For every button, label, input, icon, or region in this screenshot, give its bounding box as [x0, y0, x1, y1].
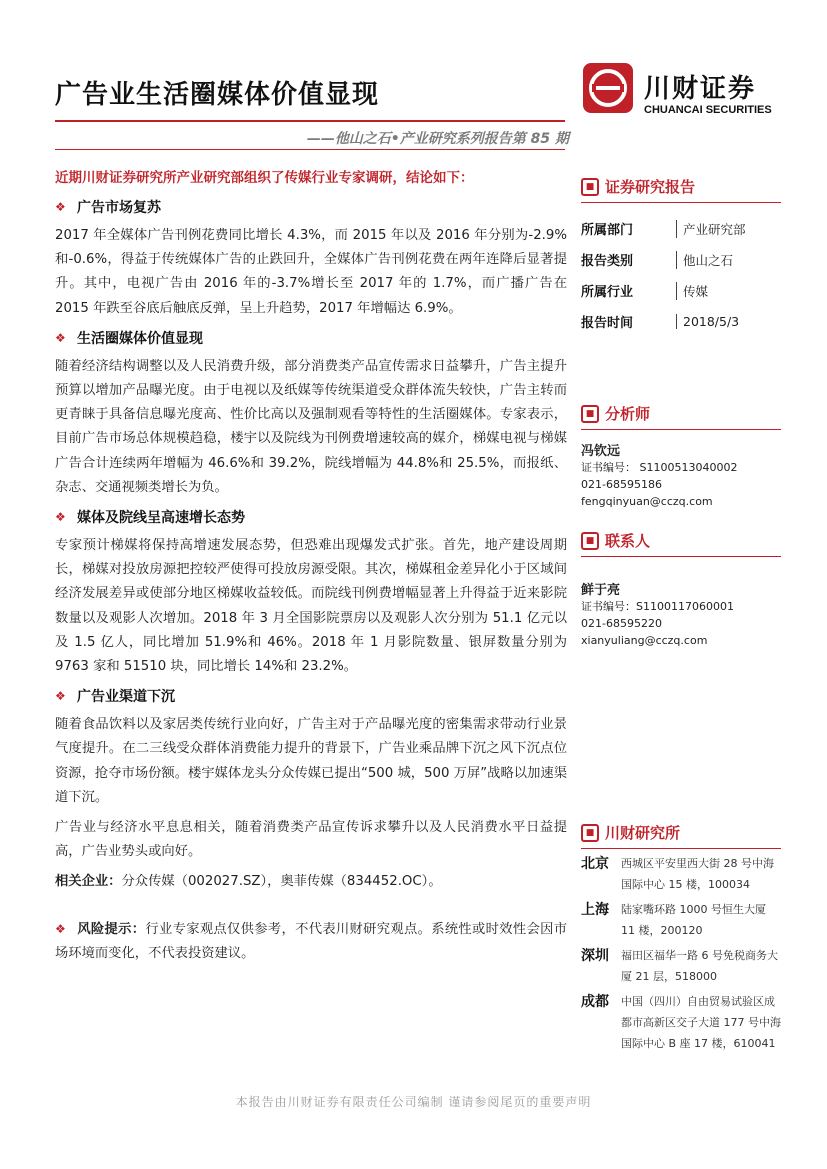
logo-mark-icon [582, 62, 634, 114]
contact-email[interactable]: xianyuliang@cczq.com [581, 634, 708, 647]
section-heading: ❖ 生活圈媒体价值显现 [55, 330, 203, 347]
institute-heading: ■ 川财研究所 [581, 822, 781, 849]
paragraph: 随着食品饮料以及家居类传统行业向好，广告主对于产品曝光度的密集需求带动行业景气度提升。在二三线受众群体消费能力提升的背景下，广告业乘品牌下沉之风下沉点位资源，抢夺市场份额。楼宇媒体龙头分众传媒已提出“500 城，500 万屏”战略以加速渠道下沉。 [55, 717, 567, 805]
page-footer: 本报告由川财证券有限责任公司编制 谨请参阅尾页的重要声明 [235, 1095, 592, 1109]
section-heading: ❖ 广告市场复苏 [55, 200, 161, 216]
title-divider [55, 120, 565, 122]
analyst-heading: ■ 分析师 [581, 403, 781, 430]
logo-text-cn: 川财证券 [644, 74, 757, 104]
report-title: 广告业生活圈媒体价值显现 [55, 80, 380, 110]
analyst-icon: ■ [581, 405, 599, 423]
contact-panel [581, 530, 781, 649]
info-row: 所属行业 传媒 [581, 283, 709, 300]
contact-heading: ■ 联系人 [581, 530, 781, 557]
analyst-name: 冯钦远 [581, 444, 621, 459]
diamond-bullet-icon: ❖ [55, 689, 66, 704]
institute-panel [581, 822, 781, 1058]
diamond-bullet-icon: ❖ [55, 510, 66, 525]
info-row: 所属部门 产业研究部 [581, 221, 746, 238]
diamond-bullet-icon: ❖ [55, 200, 66, 214]
paragraph: 2017 年全媒体广告刊例花费同比增长 4.3%，而 2015 年以及 2016 年分别为-2.9%和-0.6%，得益于传统媒体广告的止跌回升，全媒体广告刊例花费在两年连降后显著提升。其中，电视广告由 2016 年的-3.7%增长至 2017 年的 1.7%，而广播广告在 2015 年跌至谷底后触底反弹，呈上升趋势，2017 年增幅达 6.9%。 [55, 228, 567, 316]
office-shanghai: 上海 陆家嘴环路 1000 号恒生大厦 11 楼，200120 [581, 902, 766, 937]
paragraph: 专家预计梯媒将保持高增速发展态势，但恐难出现爆发式扩张。首先，地产建设周期长，梯媒对投放房源把控较严使得可投放房源受限。其次，梯媒租金差异化小于区域间经济发展差异或使部分地区梯媒收益较低。而院线刊例费增幅显著上升得益于近来影院数量以及观影人次增加。2018 年 3 月全国影院票房以及观影人次分别为 51.1 亿元以及 1.5 亿人，同比增加 51.9%和 46%。2018 年 1 月影院数量、银屏数量分别为 9763 家和 51510 块，同比增长 14%和 23.2%。 [55, 538, 567, 675]
main-body [55, 196, 567, 972]
office-shenzhen: 深圳 福田区福华一路 6 号免税商务大厦 21 层，518000 [581, 948, 778, 983]
related-companies: 相关企业：分众传媒（002027.SZ），奥菲传媒（834452.OC）。 [55, 874, 442, 890]
series-subtitle: ——他山之石•产业研究系列报告第 85 期 [306, 131, 569, 147]
section-heading: ❖ 广告业渠道下沉 [55, 689, 175, 706]
report-info-heading: ■ 证券研究报告 [581, 176, 781, 203]
risk-warning: ❖ 风险提示：行业专家观点仅供参考，不代表川财研究观点。系统性或时效性会因市场环境而变化，不代表投资建议。 [55, 917, 567, 966]
analyst-cert: 证书编号： S1100513040002 [581, 461, 738, 474]
contact-phone: 021-68595220 [581, 617, 662, 630]
logo-text-en: CHUANCAI SECURITIES [644, 104, 772, 116]
office-beijing: 北京 西城区平安里西大街 28 号中海国际中心 15 楼，100034 [581, 856, 774, 891]
info-row: 报告类别 他山之石 [581, 252, 734, 269]
paragraph: 广告业与经济水平息息相关，随着消费类产品宣传诉求攀升以及人民消费水平日益提高，广告业势头或向好。 [55, 820, 567, 860]
analyst-phone: 021-68595186 [581, 478, 662, 491]
info-row: 报告时间 2018/5/3 [581, 314, 740, 331]
analyst-panel [581, 403, 781, 510]
institute-icon: ■ [581, 824, 599, 842]
section-heading: ❖ 媒体及院线呈高速增长态势 [55, 510, 245, 527]
contact-icon: ■ [581, 532, 599, 550]
report-info-panel [581, 176, 781, 337]
contact-cert: 证书编号：S1100117060001 [581, 600, 734, 613]
diamond-bullet-icon: ❖ [55, 330, 66, 345]
diamond-bullet-icon: ❖ [55, 921, 66, 936]
intro-line: 近期川财证券研究所产业研究部组织了传媒行业专家调研，结论如下： [55, 170, 474, 186]
report-icon: ■ [581, 178, 599, 196]
analyst-email[interactable]: fengqinyuan@cczq.com [581, 495, 713, 508]
paragraph: 随着经济结构调整以及人民消费升级，部分消费类产品宣传需求日益攀升，广告主提升预算以增加产品曝光度。由于电视以及纸媒等传统渠道受众群体流失较快，广告主转而更青睐于具备信息曝光度高、性价比高以及强制观看等特性的生活圈媒体。专家表示，目前广告市场总体规模趋稳，楼宇以及院线为刊例费增速较高的媒介，梯媒电视与梯媒广告合计连续两年增幅为 46.6%和 39.2%，院线增幅为 44.8%和 25.5%，而报纸、杂志、交通视频类增长为负。 [55, 358, 567, 495]
company-logo [582, 62, 782, 122]
office-chengdu: 成都 中国（四川）自由贸易试验区成都市高新区交子大道 177 号中海国际中心 B 座 17 楼，610041 [581, 994, 781, 1050]
contact-name: 鲜于亮 [581, 583, 621, 598]
subtitle-divider [55, 149, 565, 150]
